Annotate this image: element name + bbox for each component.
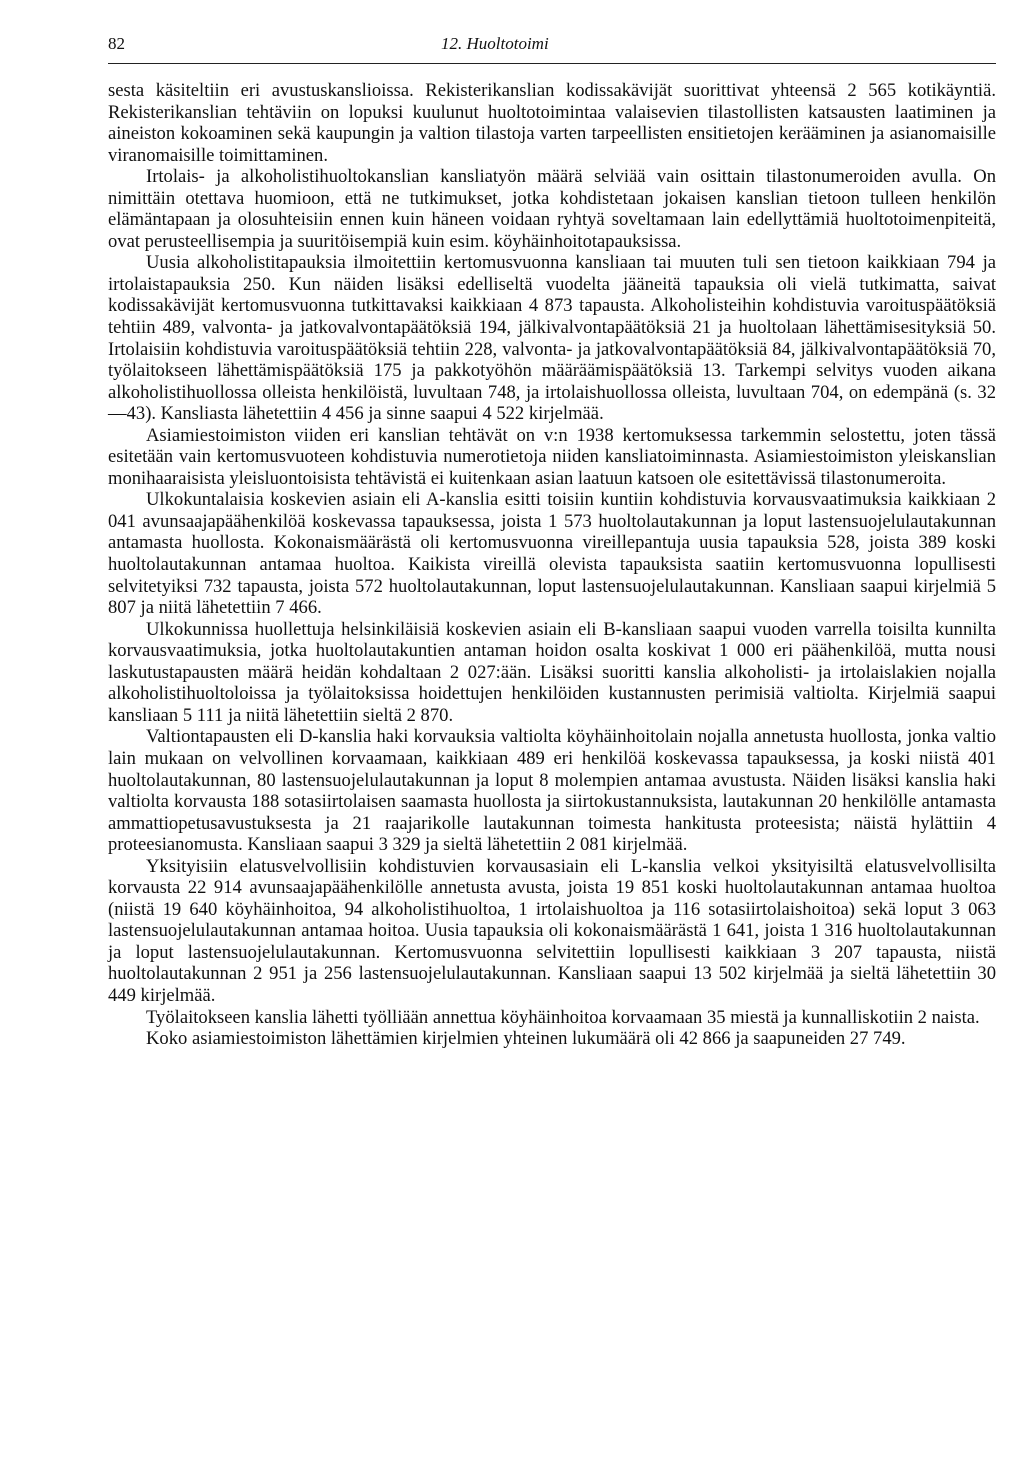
page-number: 82 (108, 34, 125, 53)
chapter-title: 12. Huoltotoimi (441, 34, 549, 53)
body-text (108, 80, 996, 1050)
paragraph-kirjelmat-yhteensa: Koko asiamiestoimiston lähettämien kirjelmien yhteinen lukumäärä oli 42 866 ja saapuneiden 27 749. (146, 1028, 906, 1050)
paragraph-b-kanslia: Ulkokunnissa huollettuja helsinkiläisiä koskevien asiain eli B-kansliaan saapui vuoden varrella toisilta kunnilta korvausvaatimuksia, jotka huoltolautakuntien antaman hoidon osalta koskivat 1 000 eri päähenkilöä, mutta nousi laskutustapausten määrä heidän kohdaltaan 2 027:ään. Lisäksi suoritti kanslia alkoholisti- ja irtolaislakien nojalla alkoholistihuoltoloissa ja työlaitoksissa hoidettujen henkilöiden kustannusten perimisiä valtiolta. Kirjelmiä saapui kansliaan 5 111 ja niitä lähetettiin sieltä 2 870. (108, 618, 996, 726)
paragraph-l-kanslia: Yksityisiin elatusvelvollisiin kohdistuvien korvausasiain eli L-kanslia velkoi yksityisiltä elatusvelvollisilta korvausta 22 914 avunsaajapäähenkilölle annetusta avusta, joista 19 851 koski huoltolautakunnan antamaa huoltoa (niistä 19 640 köyhäinhoitoa, 94 alkoholistihuoltoa, 1 irtolaishuoltoa ja 116 sotasiirtolaishoitoa) sekä loput 3 063 lastensuojelulautakunnan antamaa hoitoa. Uusia tapauksia oli kokonaismäärästä 1 641, joista 1 316 huoltolautakunnan ja loput lastensuojelulautakunnan. Kertomusvuonna selvitettiin lopullisesti kaikkiaan 3 207 tapausta, niistä huoltolautakunnan 2 951 ja 256 lastensuojelulautakunnan. Kansliaan saapui 13 502 kirjelmää ja sieltä lähetettiin 30 449 kirjelmää. (108, 855, 996, 1006)
header-rule (108, 63, 996, 64)
paragraph-asiamiestoimisto: Asiamiestoimiston viiden eri kanslian tehtävät on v:n 1938 kertomuksessa tarkemmin selostettu, joten tässä esitetään vain kertomusvuoteen kohdistuvia numerotietoja niiden kansliatoiminnasta. Asiamiestoimiston yleiskanslian monihaaraisista yleisluontoisista tehtävistä ei kuitenkaan asian laatuun katsoen ole esitettävissä tilastonumeroita. (108, 424, 996, 489)
running-head (108, 34, 996, 60)
paragraph-irtolais-alkoholistihuoltokanslia: Irtolais- ja alkoholistihuoltokanslian kansliatyön määrä selviää vain osittain tilastonumeroiden avulla. On nimittäin otettava huomioon, että ne tutkimukset, jotka kohdistetaan jokaisen kanslian tietoon tulleen henkilön elämäntapaan ja olosuhteisiin ennen kuin häneen voidaan ryhtyä soveltamaan lain edellyttämiä huoltotoimenpiteitä, ovat perusteellisempia ja suuritöisempiä kuin esim. köyhäinhoitotapauksissa. (108, 166, 996, 252)
paragraph-alkoholistitapaukset: Uusia alkoholistitapauksia ilmoitettiin kertomusvuonna kansliaan tai muuten tuli sen tietoon kaikkiaan 794 ja irtolaistapauksia 250. Kun näiden lisäksi edelliseltä vuodelta jääneitä tapauksia oli vielä tutkimatta, saivat kodissakävijät kertomusvuonna tutkittavaksi kaikkiaan 4 873 tapausta. Alkoholisteihin kohdistuvia varoituspäätöksiä tehtiin 489, valvonta- ja jatkovalvontapäätöksiä 194, jälkivalvontapäätöksiä 21 ja huoltolaan lähettämisesityksiä 50. Irtolaisiin kohdistuvia varoituspäätöksiä tehtiin 228, valvonta- ja jatkovalvontapäätöksiä 84, jälkivalvontapäätöksiä 70, työlaitokseen lähettämispäätöksiä 175 ja pakkotyöhön määräämispäätöksiä 13. Tarkempi selvitys vuoden aikana alkoholistihuollossa olleista henkilöistä, luvultaan 748, ja irtolaishuollossa olleista, luvultaan 704, on edempänä (s. 32—43). Kansliasta lähetettiin 4 456 ja sinne saapui 4 522 kirjelmää. (108, 252, 996, 425)
paragraph-rekisterikanslia-continued: sesta käsiteltiin eri avustuskanslioissa. Rekisterikanslian kodissakävijät suorittivat yhteensä 2 565 kotikäyntiä. Rekisterikanslian tehtäviin on lopuksi kuulunut huoltotoimintaa valaisevien tilastollisten katsausten laatiminen ja aineiston kokoaminen sekä kaupungin ja valtion tilastoja varten tarpeellisten ensitietojen kerääminen ja asianomaisille viranomaisille toimittaminen. (108, 80, 996, 166)
paragraph-d-kanslia: Valtiontapausten eli D-kanslia haki korvauksia valtiolta köyhäinhoitolain nojalla annetusta huollosta, jonka valtio lain mukaan on velvollinen korvaamaan, kaikkiaan 489 eri henkilöä koskevassa tapauksessa, ja koski niistä 401 huoltolautakunnan, 80 lastensuojelulautakunnan ja loput 8 molempien antamaa avustusta. Näiden lisäksi kanslia haki valtiolta korvausta 188 sotasiirtolaisen saamasta huollosta ja siirtokustannuksista, lautakunnan 20 henkilölle antamasta ammattiopetusavustuksesta ja 21 raajarikolle lautakunnan toimesta hankitusta proteesista; näistä hylättiin 4 proteesianomusta. Kansliaan saapui 3 329 ja sieltä lähetettiin 2 081 kirjelmää. (108, 726, 996, 856)
paragraph-a-kanslia: Ulkokuntalaisia koskevien asiain eli A-kanslia esitti toisiin kuntiin kohdistuvia korvausvaatimuksia kaikkiaan 2 041 avunsaajapäähenkilöä koskevassa tapauksessa, joista 1 573 huoltolautakunnan ja loput lastensuojelulautakunnan antamasta huollosta. Kokonaismäärästä oli kertomusvuonna vireillepantuja uusia tapauksia 528, joista 389 koski huoltolautakunnan antamaa huoltoa. Kaikista vireillä olevista tapauksista saatiin kertomusvuonna lopullisesti selvitetyiksi 732 tapausta, joista 572 huoltolautakunnan, loput lastensuojelulautakunnan. Kansliaan saapui kirjelmiä 5 807 ja niitä lähetettiin 7 466. (108, 489, 996, 619)
paragraph-tyolaitos: Työlaitokseen kanslia lähetti työlliään annettua köyhäinhoitoa korvaamaan 35 miestä ja kunnalliskotiin 2 naista. (146, 1006, 980, 1028)
